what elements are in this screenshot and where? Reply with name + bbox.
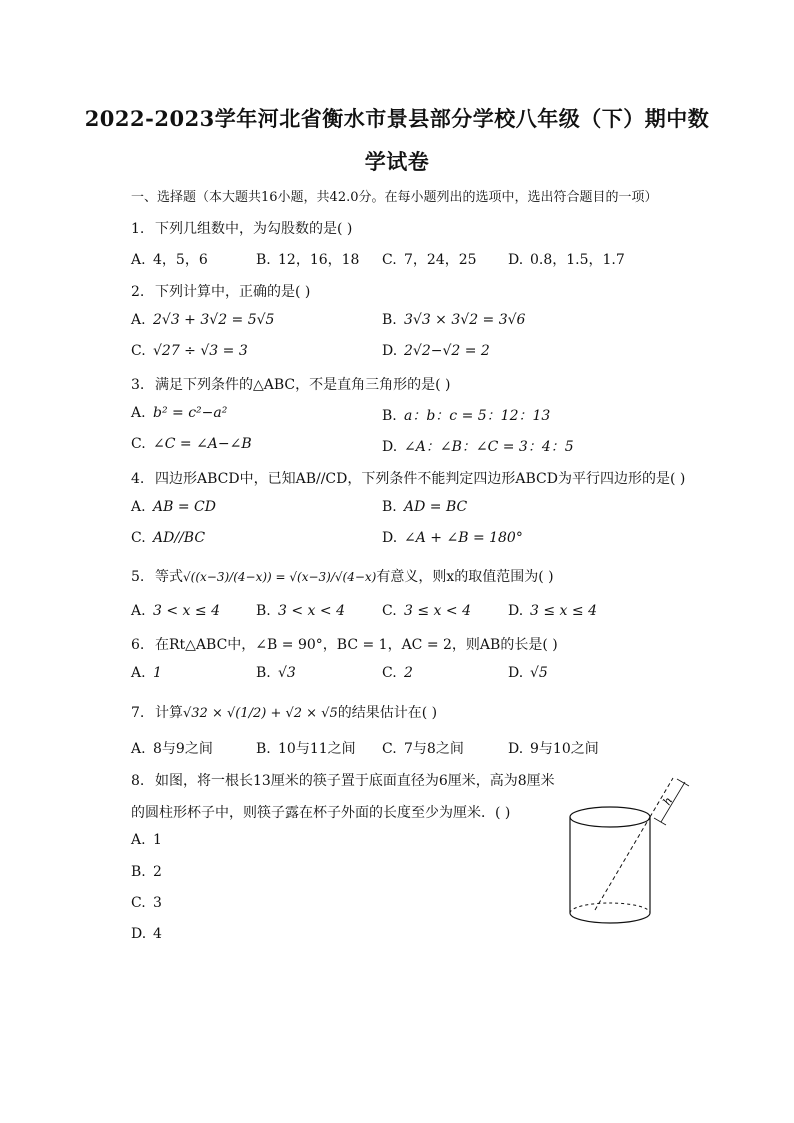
q1-option-d: D. 0.8，1.5，1.7	[508, 252, 625, 268]
q6-option-a: A. 1	[131, 665, 162, 681]
q3-option-b: B. a：b：c = 5：12：13	[382, 408, 551, 424]
question-8: 8. 如图，将一根长13厘米的筷子置于底面直径为6厘米，高为8厘米	[131, 773, 555, 789]
page-title-line1: 2022-2023学年河北省衡水市景县部分学校八年级（下）期中数	[84, 106, 710, 131]
q2-option-a: A. 2√3 + 3√2 = 5√5	[131, 312, 275, 328]
q5-option-c: C. 3 ≤ x < 4	[382, 603, 471, 619]
q7-option-b: B. 10与11之间	[256, 741, 356, 757]
q6-option-c: C. 2	[382, 665, 413, 681]
chopstick-inside	[595, 817, 650, 910]
cup-base-front	[570, 913, 650, 923]
h-tick-bottom	[654, 818, 666, 825]
q4-option-a: A. AB = CD	[131, 499, 216, 515]
q6-option-b: B. √3	[256, 665, 296, 681]
q8-option-d: D. 4	[131, 926, 162, 942]
cup-base-back	[570, 903, 650, 913]
h-label: h	[660, 794, 676, 808]
q5-expression: √((x−3)/(4−x)) = √(x−3)/√(4−x)	[183, 570, 377, 584]
question-1: 1. 下列几组数中，为勾股数的是( )	[131, 221, 353, 237]
q7-option-d: D. 9与10之间	[508, 741, 599, 757]
q2-option-d: D. 2√2−√2 = 2	[382, 343, 490, 359]
q8-option-b: B. 2	[131, 864, 162, 880]
question-6: 6. 在Rt△ABC中，∠B = 90°，BC = 1，AC = 2，则AB的长是( )	[131, 637, 558, 653]
q5-option-d: D. 3 ≤ x ≤ 4	[508, 603, 597, 619]
question-5: 5. 等式√((x−3)/(4−x)) = √(x−3)/√(4−x)有意义，则x的取值范围为( )	[131, 569, 554, 585]
question-7: 7. 计算√32 × √(1/2) + √2 × √5的结果估计在( )	[131, 705, 438, 721]
q1-option-c: C. 7，24，25	[382, 252, 477, 268]
q8-option-a: A. 1	[131, 832, 162, 848]
question-4: 4. 四边形ABCD中，已知AB//CD，下列条件不能判定四边形ABCD为平行四边形的是( )	[131, 471, 686, 487]
question-3: 3. 满足下列条件的△ABC，不是直角三角形的是( )	[131, 377, 451, 393]
question-2: 2. 下列计算中，正确的是( )	[131, 284, 311, 300]
q2-option-b: B. 3√3 × 3√2 = 3√6	[382, 312, 526, 328]
q3-option-d: D. ∠A：∠B：∠C = 3：4：5	[382, 439, 574, 455]
q1-option-a: A. 4，5，6	[131, 252, 208, 268]
section-heading: 一、选择题（本大题共16小题，共42.0分。在每小题列出的选项中，选出符合题目的一项）	[131, 190, 658, 205]
cylinder-chopstick-figure	[565, 770, 700, 930]
q7-expression: √32 × √(1/2) + √2 × √5	[183, 706, 338, 721]
q5-option-b: B. 3 < x < 4	[256, 603, 345, 619]
q8-option-c: C. 3	[131, 895, 162, 911]
q3-option-c: C. ∠C = ∠A−∠B	[131, 436, 252, 452]
q4-option-c: C. AD//BC	[131, 530, 206, 546]
question-8-line2: 的圆柱形杯子中，则筷子露在杯子外面的长度至少为厘米．( )	[131, 805, 511, 821]
cup-rim	[570, 807, 650, 827]
q1-option-b: B. 12，16，18	[256, 252, 360, 268]
q7-option-a: A. 8与9之间	[131, 741, 213, 757]
q3-option-a: A. b² = c²−a²	[131, 405, 228, 421]
page-title-line2: 学试卷	[364, 149, 430, 174]
q4-option-b: B. AD = BC	[382, 499, 468, 515]
q6-option-d: D. √5	[508, 665, 548, 681]
q5-option-a: A. 3 < x ≤ 4	[131, 603, 220, 619]
q2-option-c: C. √27 ÷ √3 = 3	[131, 343, 248, 359]
q4-option-d: D. ∠A + ∠B = 180°	[382, 530, 523, 546]
q7-option-c: C. 7与8之间	[382, 741, 464, 757]
